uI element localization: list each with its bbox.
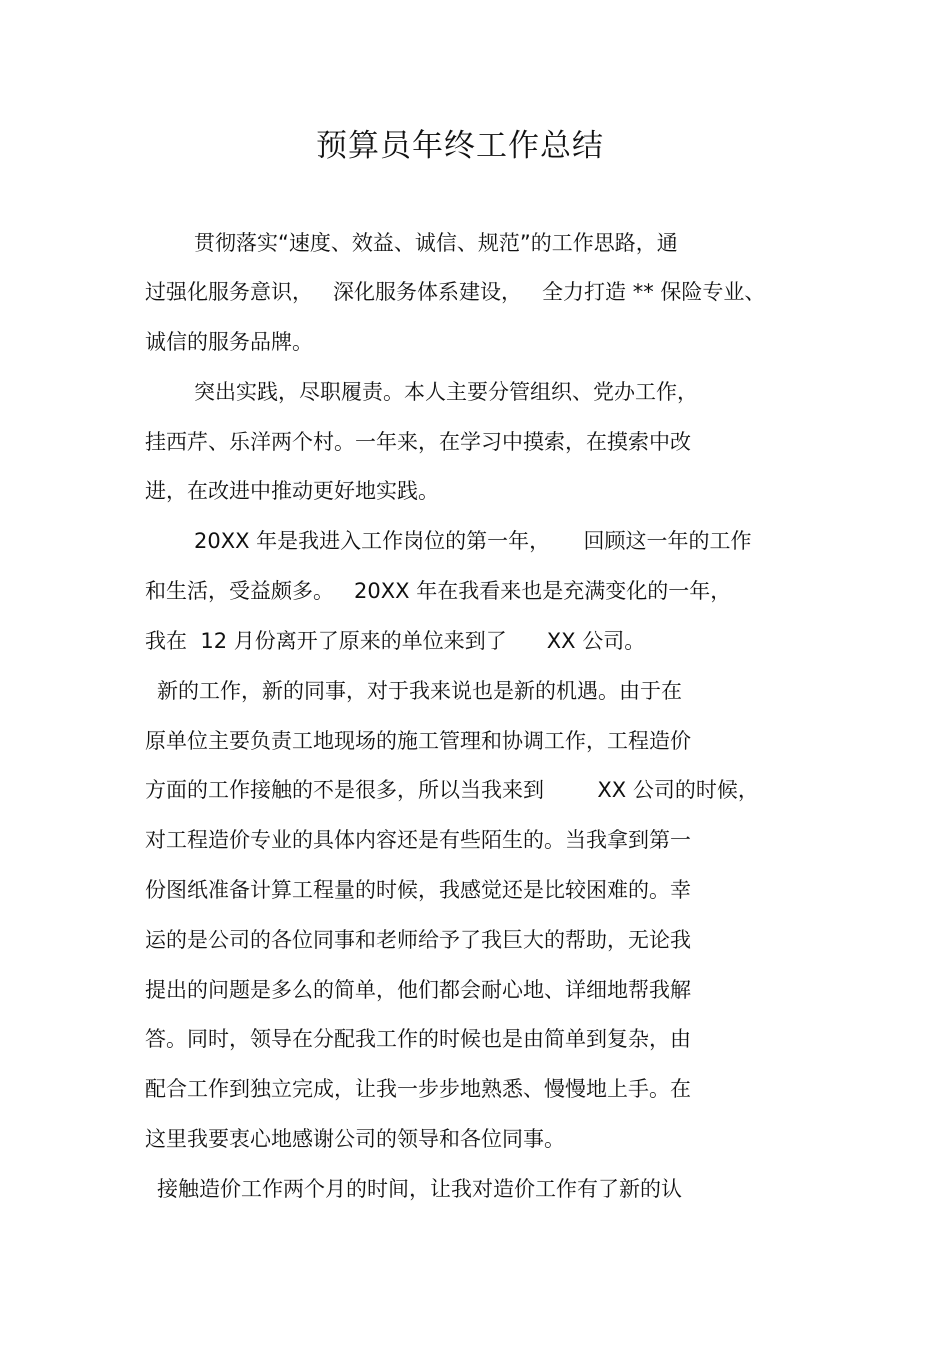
paragraph-line: 份图纸准备计算工程量的时候，我感觉还是比较困难的。幸 [145,878,691,902]
paragraph-line: 挂西芹、乐洋两个村。一年来，在学习中摸索，在摸索中改 [145,430,691,454]
paragraph-line: 我在 12 月份离开了原来的单位来到了 XX 公司。 [145,629,646,653]
paragraph-line: 方面的工作接触的不是很多，所以当我来到 XX 公司的时候， [145,778,759,802]
paragraph-line: 原单位主要负责工地现场的施工管理和协调工作，工程造价 [145,729,691,753]
paragraph-line: 答。同时，领导在分配我工作的时候也是由简单到复杂，由 [145,1027,691,1051]
paragraph-line: 运的是公司的各位同事和老师给予了我巨大的帮助，无论我 [145,928,691,952]
paragraph-line: 配合工作到独立完成，让我一步步地熟悉、慢慢地上手。在 [145,1077,691,1101]
paragraph-line: 过强化服务意识， 深化服务体系建设， 全力打造 ** 保险专业、 [145,280,766,304]
paragraph-line: 和生活，受益颇多。 20XX 年在我看来也是充满变化的一年， [145,579,732,603]
paragraph-line: 贯彻落实“速度、效益、诚信、规范”的工作思路，通 [194,231,678,255]
paragraph-line: 接触造价工作两个月的时间，让我对造价工作有了新的认 [157,1177,682,1201]
paragraph-line: 这里我要衷心地感谢公司的领导和各位同事。 [145,1127,565,1151]
document-title: 预算员年终工作总结 [316,128,604,164]
paragraph-line: 对工程造价专业的具体内容还是有些陌生的。当我拿到第一 [145,828,691,852]
paragraph-line: 新的工作，新的同事，对于我来说也是新的机遇。由于在 [157,679,682,703]
paragraph-line: 进，在改进中推动更好地实践。 [145,479,439,503]
paragraph-line: 20XX 年是我进入工作岗位的第一年， 回顾这一年的工作 [194,529,752,553]
paragraph-line: 诚信的服务品牌。 [145,330,313,354]
paragraph-line: 突出实践，尽职履责。本人主要分管组织、党办工作， [194,380,698,404]
paragraph-line: 提出的问题是多么的简单，他们都会耐心地、详细地帮我解 [145,978,691,1002]
